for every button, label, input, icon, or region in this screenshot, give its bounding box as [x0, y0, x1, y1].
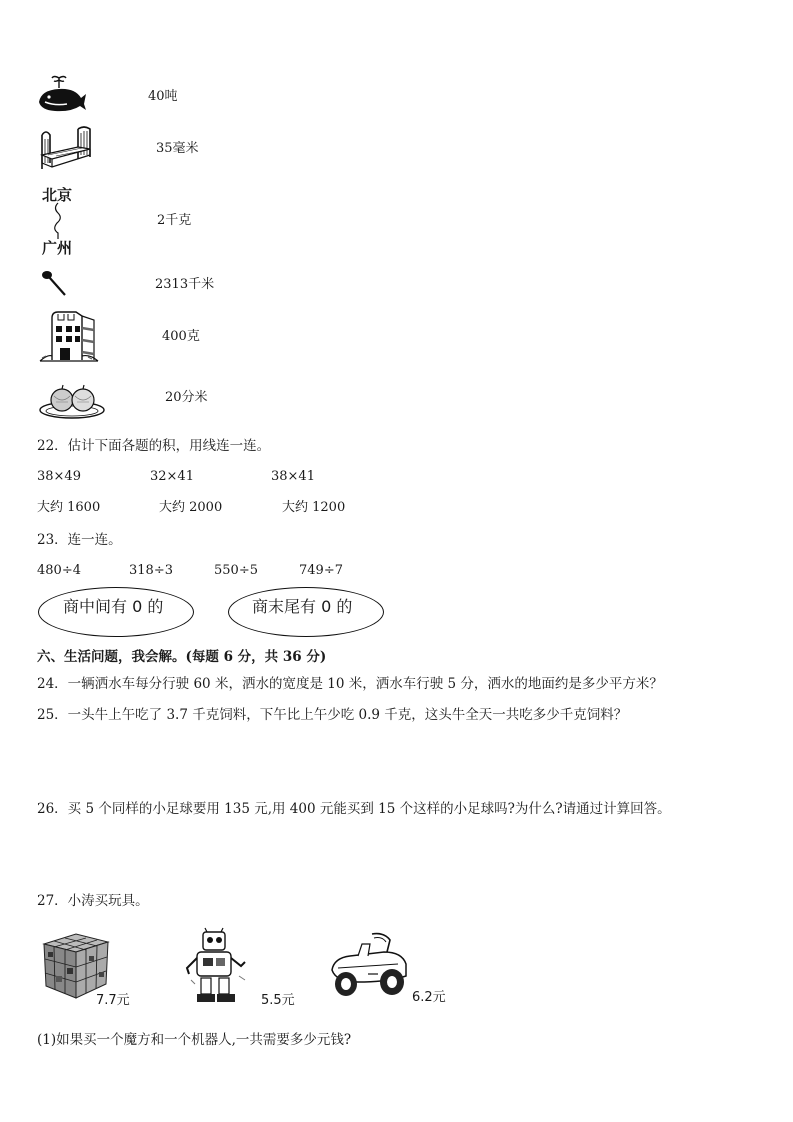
q22-expr-2: 32×41 [150, 469, 194, 484]
whale-icon [37, 72, 87, 114]
oval-end-zero-label: 商末尾有 0 的 [252, 597, 353, 616]
question-25: 25．一头牛上午吃了 3.7 千克饲料，下午比上午少吃 0.9 千克，这头牛全天一共吃多少千克饲料？ [37, 707, 628, 723]
rubiks-cube-icon [40, 928, 112, 1000]
q23-expr-3: 550÷5 [214, 563, 258, 578]
question-26: 26．买 5 个同样的小足球要用 135 元,用 400 元能买到 15 个这样的小足球吗?为什么?请通过计算回答。 [37, 801, 671, 817]
q22-answer-3: 大约 1200 [282, 500, 346, 515]
price-cube: 7.7元 [96, 993, 130, 1008]
question-24: 24．一辆洒水车每分行驶 60 米，洒水的宽度是 10 米，洒水车行驶 5 分，洒水的地面约是多少平方米？ [37, 676, 663, 692]
robot-icon [183, 928, 253, 1006]
q23-expr-1: 480÷4 [37, 563, 81, 578]
unit-value-6: 20分米 [165, 390, 208, 405]
price-car: 6.2元 [412, 990, 446, 1005]
section-6-heading: 六、生活问题，我会解。(每题 6 分，共 36 分) [37, 649, 327, 665]
unit-value-2: 35毫米 [156, 141, 199, 156]
q23-expr-4: 749÷7 [299, 563, 343, 578]
unit-value-3: 2千克 [157, 213, 192, 228]
question-27-title: 27．小涛买玩具。 [37, 893, 149, 909]
bed-icon [38, 125, 92, 171]
unit-value-1: 40吨 [148, 89, 178, 104]
building-icon [38, 308, 100, 362]
city-beijing: 北京 [42, 186, 73, 204]
route-line-icon [50, 203, 66, 239]
q22-expr-1: 38×49 [37, 469, 81, 484]
q23-expr-2: 318÷3 [129, 563, 173, 578]
unit-value-4: 2313千米 [155, 277, 215, 292]
question-23-title: 23．连一连。 [37, 532, 122, 548]
oval-middle-zero-label: 商中间有 0 的 [63, 597, 164, 616]
q22-answer-1: 大约 1600 [37, 500, 101, 515]
question-27-sub1: (1)如果买一个魔方和一个机器人,一共需要多少元钱? [37, 1032, 352, 1048]
q22-expr-3: 38×41 [271, 469, 315, 484]
price-robot: 5.5元 [261, 993, 295, 1008]
question-22-title: 22．估计下面各题的积，用线连一连。 [37, 438, 271, 454]
q22-answer-2: 大约 2000 [159, 500, 223, 515]
unit-value-5: 400克 [162, 329, 200, 344]
apple-plate-icon [38, 378, 108, 420]
toy-car-icon [328, 930, 410, 1002]
city-guangzhou: 广州 [42, 239, 73, 257]
pin-icon [40, 268, 68, 298]
